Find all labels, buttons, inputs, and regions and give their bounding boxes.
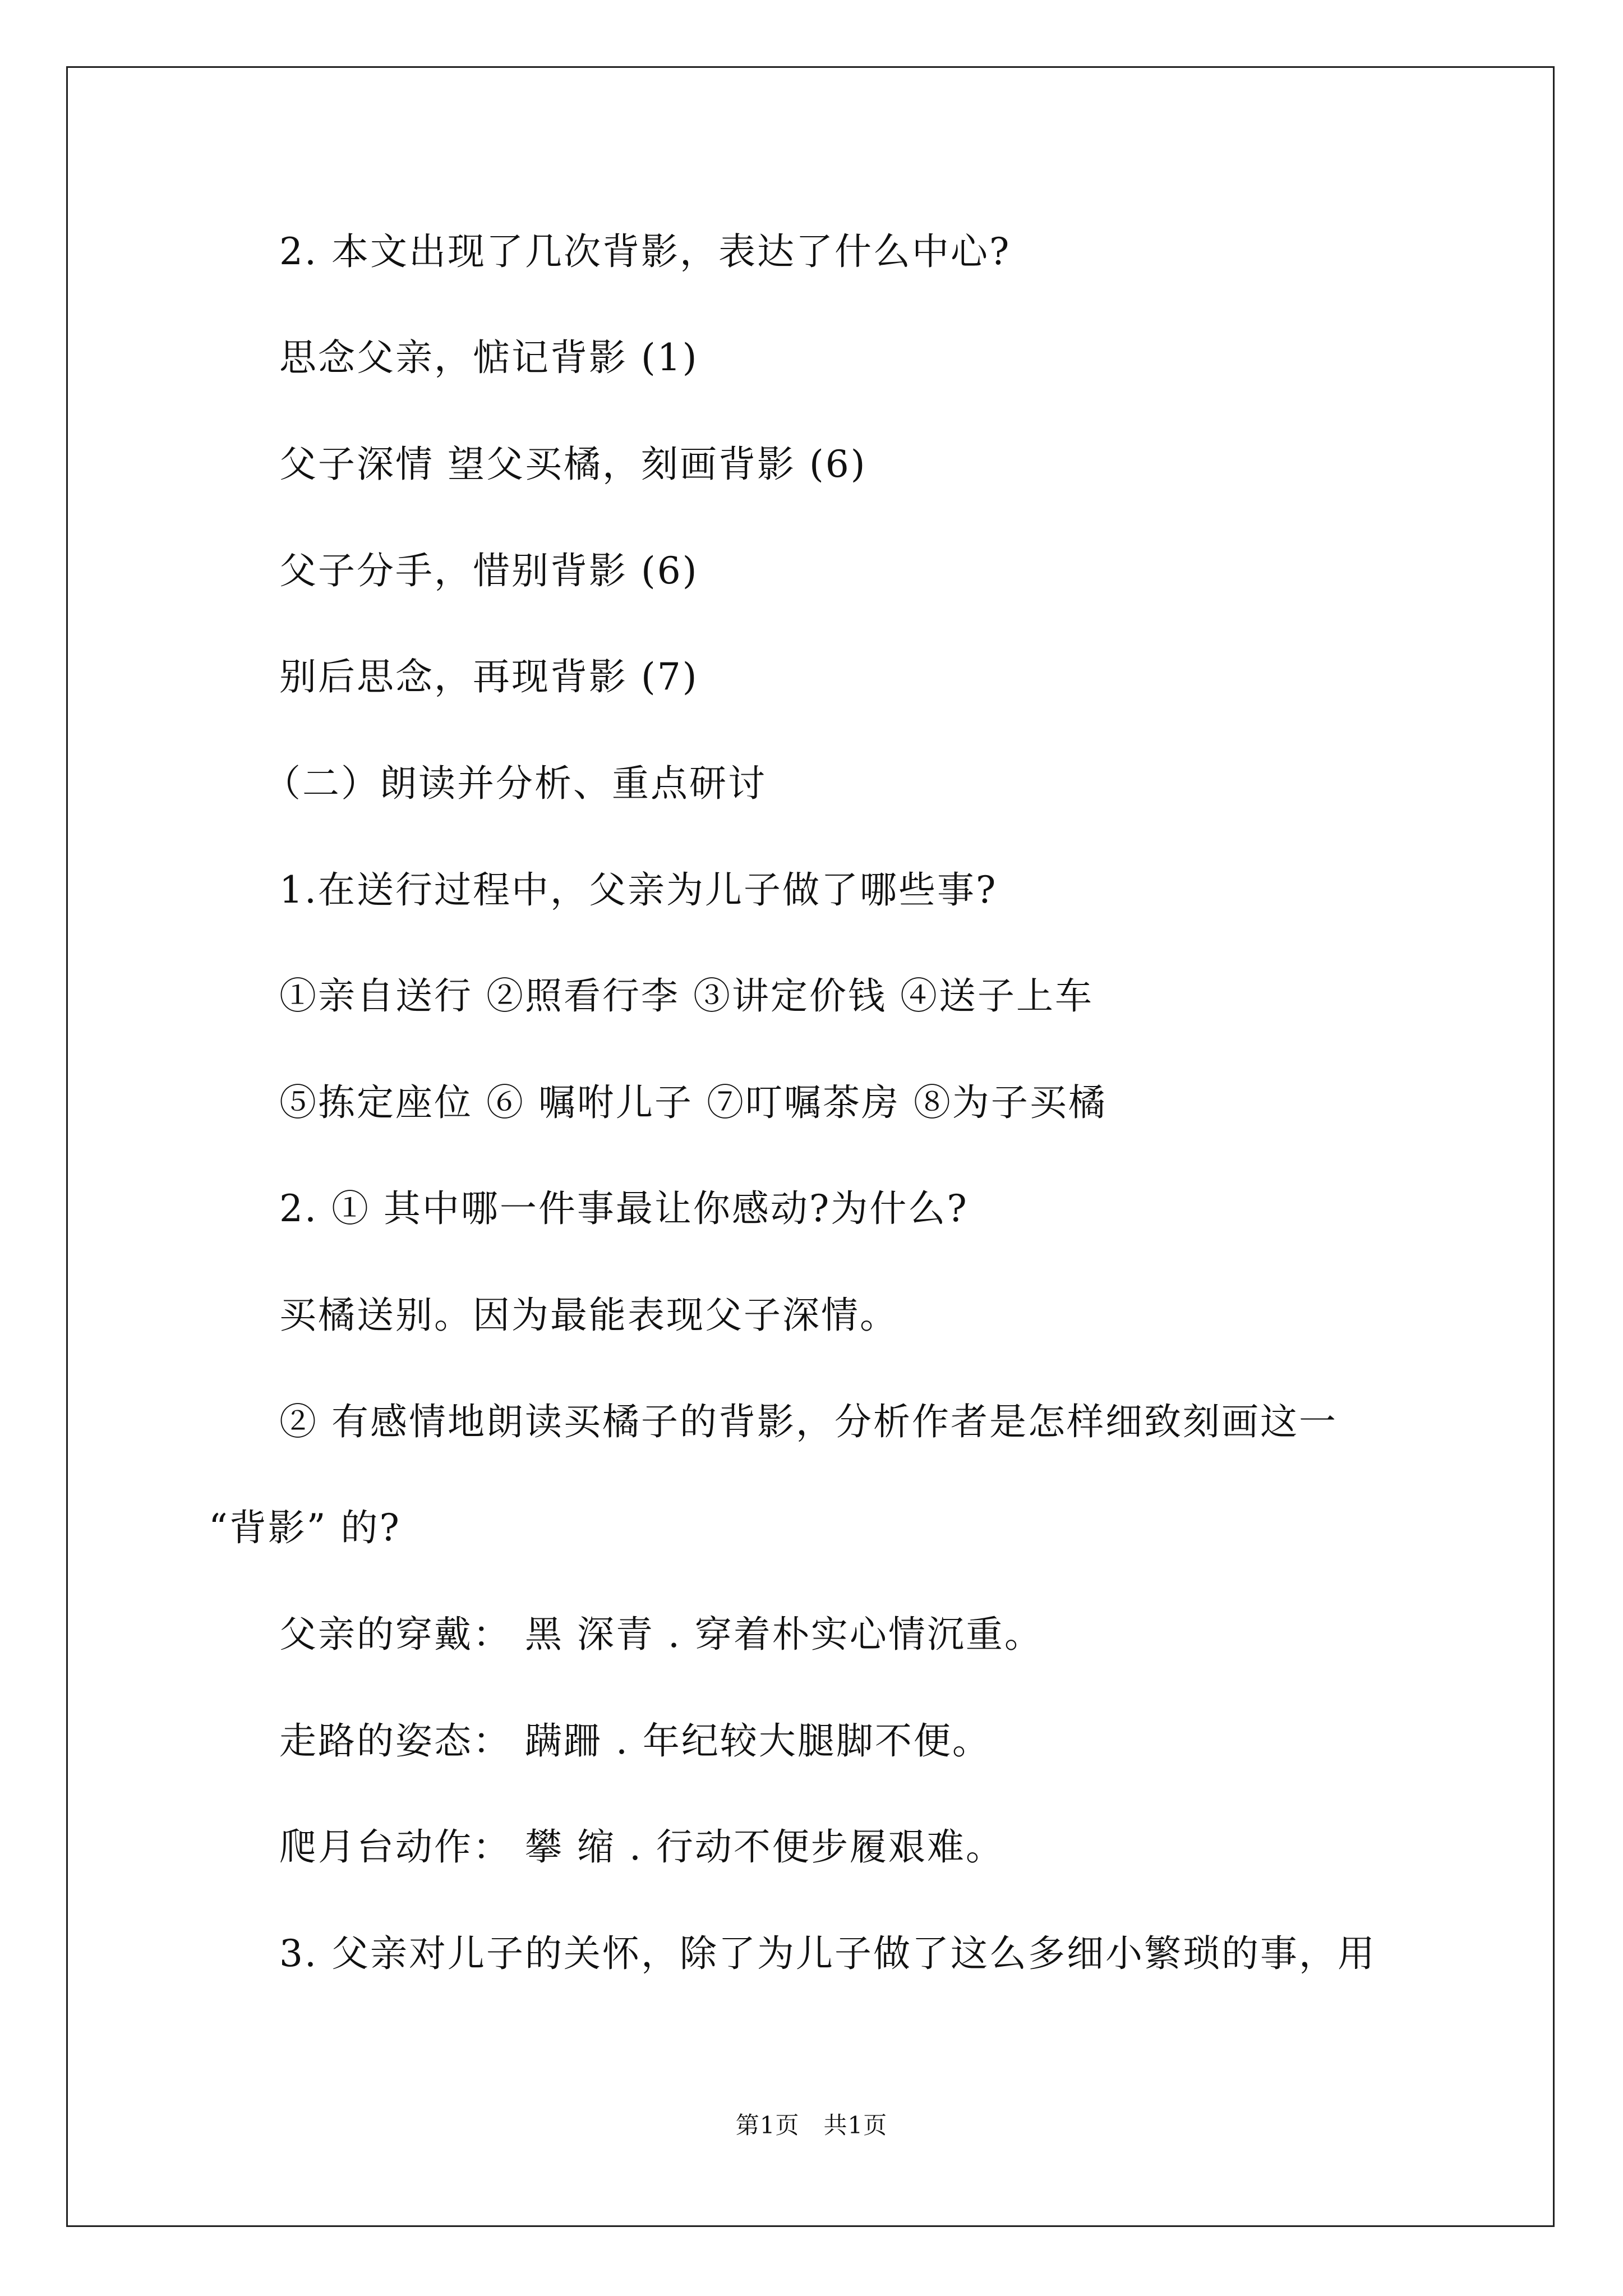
text-line-1: 2. 本文出现了几次背影，表达了什么中心? [279,230,1011,273]
page-number-footer: 第1页 共1页 [735,2111,888,2139]
text-line-9: ⑤拣定座位 ⑥ 嘱咐儿子 ⑦叮嘱茶房 ⑧为子买橘 [279,1081,1107,1124]
text-line-17: 3. 父亲对儿子的关怀，除了为儿子做了这么多细小繁琐的事，用 [279,1932,1376,1975]
text-line-8: ①亲自送行 ②照看行李 ③讲定价钱 ④送子上车 [279,974,1094,1018]
text-line-11: 买橘送别。因为最能表现父子深情。 [279,1294,898,1337]
section-heading: （二）朗读并分析、重点研讨 [264,762,767,805]
text-line-14: 父亲的穿戴： 黑 深青 . 穿着朴实心情沉重。 [279,1613,1043,1656]
text-line-7: 1.在送行过程中，父亲为儿子做了哪些事? [279,868,998,912]
text-line-5: 别后思念，再现背影 (7) [279,655,699,698]
text-line-3: 父子深情 望父买橘，刻画背影 (6) [279,443,867,486]
page-border [66,66,1555,2227]
text-line-4: 父子分手，惜别背影 (6) [279,549,699,592]
text-line-12: ② 有感情地朗读买橘子的背影，分析作者是怎样细致刻画这一 [279,1400,1338,1443]
text-line-16: 爬月台动作： 攀 缩 . 行动不便步履艰难。 [279,1825,1004,1869]
text-line-2: 思念父亲，惦记背影 (1) [279,336,699,379]
text-line-13: “背影” 的? [209,1506,401,1549]
text-line-10: 2. ① 其中哪一件事最让你感动?为什么? [279,1187,969,1230]
text-line-15: 走路的姿态： 蹒跚 . 年纪较大腿脚不便。 [279,1719,991,1763]
